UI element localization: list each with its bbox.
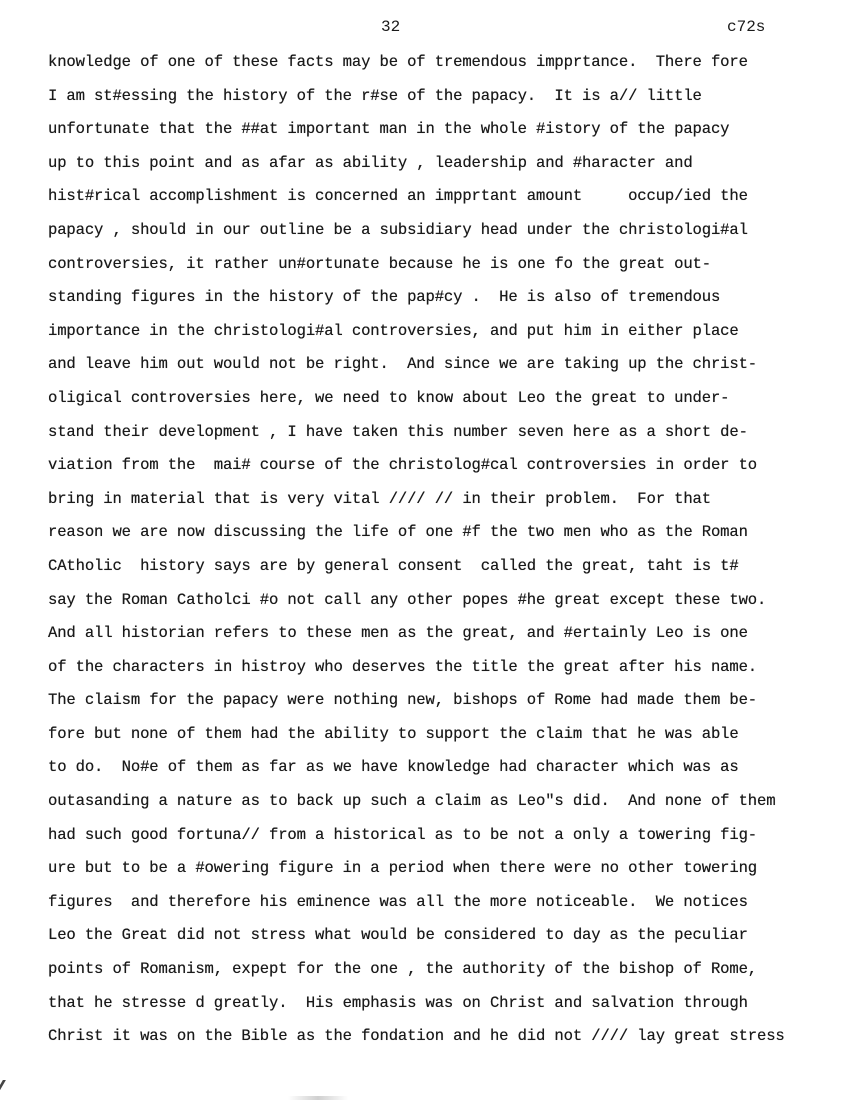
text-line: knowledge of one of these facts may be of tremendous impprtance. There fore bbox=[48, 53, 748, 71]
text-line: I am st#essing the history of the r#se of the papacy. It is a// little bbox=[48, 86, 702, 105]
text-line: standing figures in the history of the pap#cy . He is also of tremendous bbox=[48, 288, 721, 307]
text-line: Christ it was on the Bible as the fondation and he did not //// lay great stress bbox=[48, 1027, 785, 1046]
page-header bbox=[0, 18, 850, 42]
text-line: hist#rical accomplishment is concerned an impprtant amount occup/ied the bbox=[48, 187, 748, 206]
text-line: stand their development , I have taken this number seven here as a short de- bbox=[48, 422, 748, 441]
text-line: to do. No#e of them as far as we have knowledge had character which was as bbox=[48, 758, 739, 777]
text-line: oligical controversies here, we need to know about Leo the great to under- bbox=[48, 388, 730, 407]
text-line: ure but to be a #owering figure in a period when there were no other towering bbox=[48, 859, 757, 878]
text-line: papacy , should in our outline be a subsidiary head under the christologi#al bbox=[48, 220, 748, 239]
text-line: And all historian refers to these men as the great, and #ertainly Leo is one bbox=[48, 624, 748, 643]
text-line: fore but none of them had the ability to support the claim that he was able bbox=[48, 724, 739, 743]
text-line: viation from the mai# course of the christolog#cal controversies in order to bbox=[48, 456, 757, 475]
text-line: figures and therefore his eminence was all the more noticeable. We notices bbox=[48, 892, 748, 911]
text-line: and leave him out would not be right. And since we are taking up the christ- bbox=[48, 355, 757, 374]
body-text bbox=[48, 50, 848, 1058]
text-line: CAtholic history says are by general consent called the great, taht is t# bbox=[48, 556, 739, 575]
text-line: had such good fortuna// from a historical as to be not a only a towering fig- bbox=[48, 825, 757, 844]
text-line: of the characters in histroy who deserves the title the great after his name. bbox=[48, 657, 757, 676]
text-line: say the Roman Catholci #o not call any other popes #he great except these two. bbox=[48, 590, 767, 609]
text-line: that he stresse d greatly. His emphasis was on Christ and salvation through bbox=[48, 993, 748, 1012]
text-line: controversies, it rather un#ortunate because he is one fo the great out- bbox=[48, 254, 711, 273]
text-line: importance in the christologi#al controversies, and put him in either place bbox=[48, 321, 739, 340]
text-line: points of Romanism, expept for the one , the authority of the bishop of Rome, bbox=[48, 960, 757, 979]
scan-artifact bbox=[288, 1096, 348, 1100]
text-line: bring in material that is very vital //// // in their problem. For that bbox=[48, 489, 711, 508]
scan-edge-mark bbox=[0, 1080, 6, 1090]
text-line: unfortunate that the ##at important man in the whole #istory of the papacy bbox=[48, 120, 730, 139]
document-code: c72s bbox=[727, 18, 766, 36]
page-number: 32 bbox=[381, 18, 401, 36]
text-line: up to this point and as afar as ability , leadership and #haracter and bbox=[48, 153, 693, 172]
text-line: The claism for the papacy were nothing new, bishops of Rome had made them be- bbox=[48, 691, 757, 710]
text-line: Leo the Great did not stress what would be considered to day as the peculiar bbox=[48, 926, 748, 945]
text-line: reason we are now discussing the life of one #f the two men who as the Roman bbox=[48, 523, 748, 542]
text-line: outasanding a nature as to back up such a claim as Leo"s did. And none of them bbox=[48, 792, 776, 811]
